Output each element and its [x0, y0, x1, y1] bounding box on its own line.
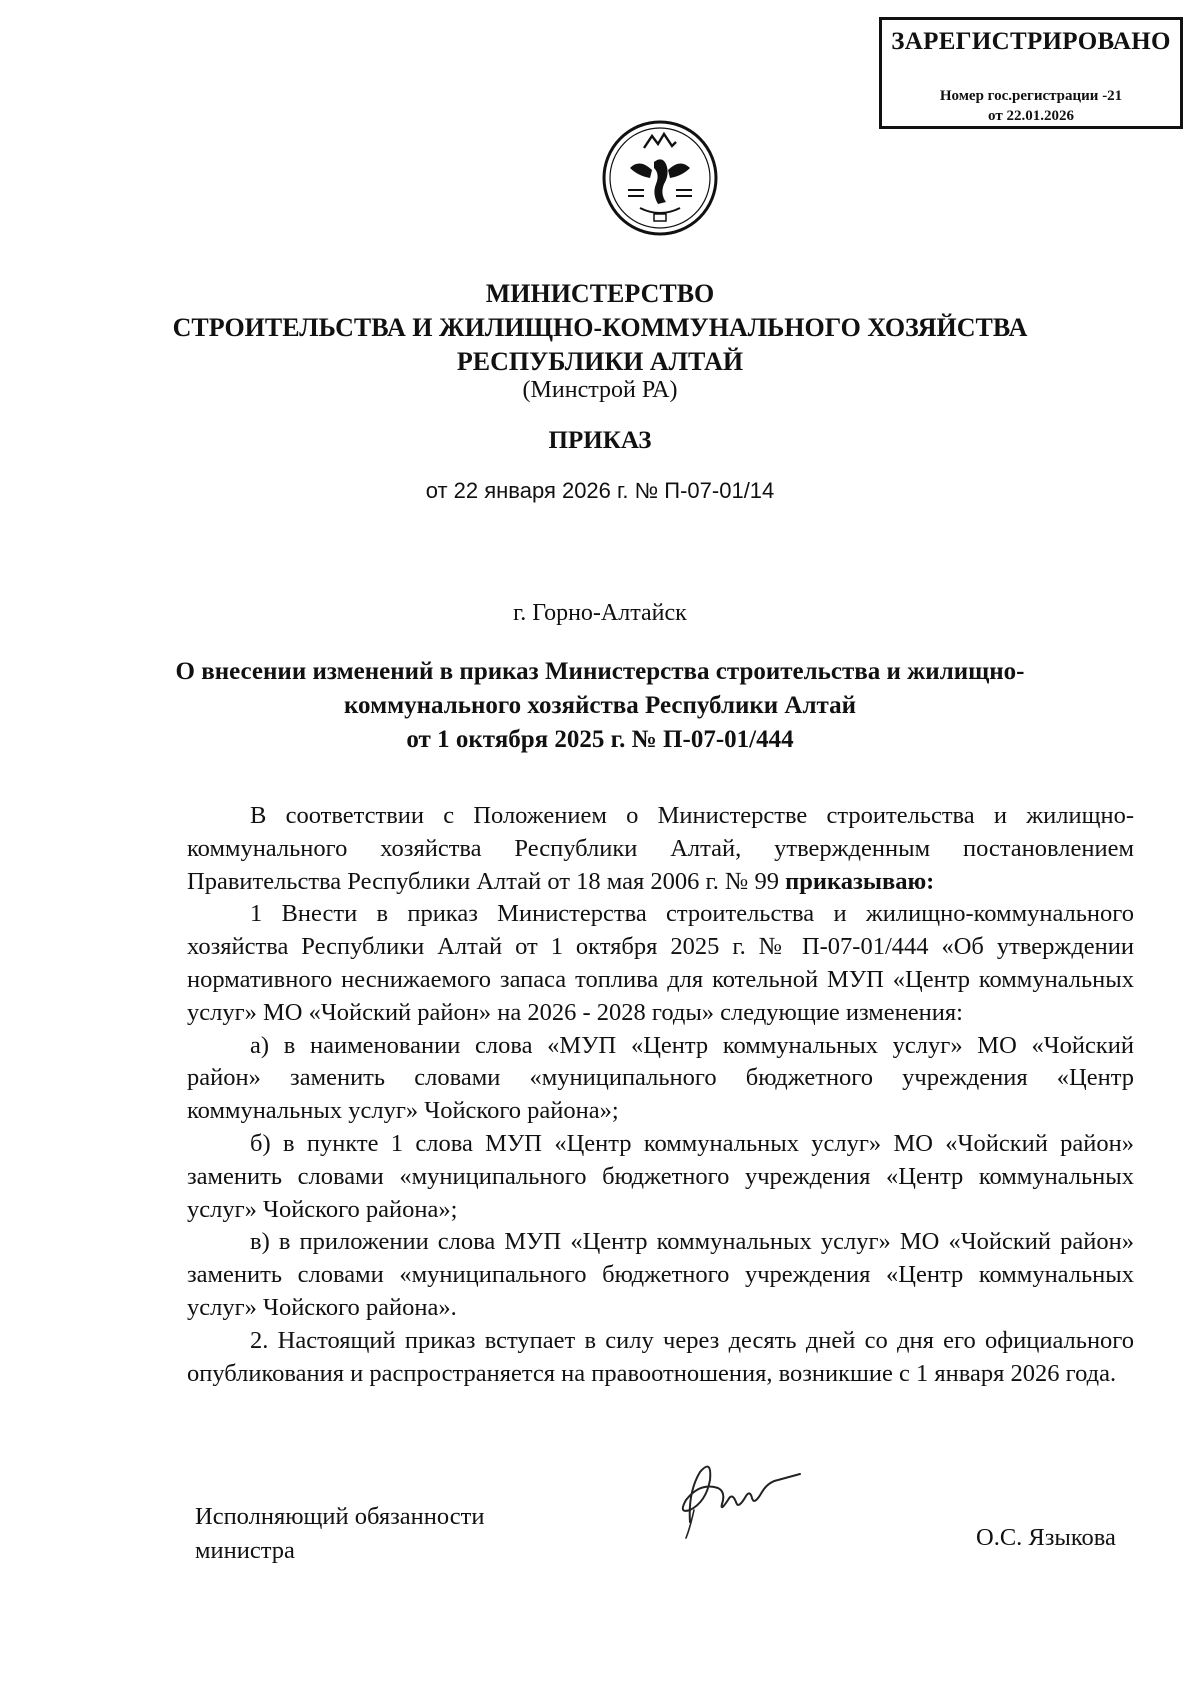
ministry-line-3: РЕСПУБЛИКИ АЛТАЙ — [456, 347, 744, 376]
body-paragraph-item-b: б) в пункте 1 слова МУП «Центр коммунальных услуг» МО «Чойский район» заменить словами «муниципального бюджетного учреждения «Центр коммунальных услуг» Чойского района»; — [187, 1129, 1134, 1223]
ministry-short-name: (Минстрой РА) — [522, 377, 678, 403]
body-paragraph-item-1: 1 Внести в приказ Министерства строительства и жилищно-коммунального хозяйства Республики Алтай от 1 октября 2025 г. № П-07-01/444 «Об утверждении нормативного неснижаемого запаса топлива для котельной МУП «Центр коммунальных услуг» МО «Чойский район» на 2026 - 2028 годы» следующие изменения: — [187, 900, 1134, 1026]
ministry-name — [0, 277, 1200, 379]
subject-line-2: коммунального хозяйства Республики Алтай — [343, 692, 856, 719]
subject-line-1: О внесении изменений в приказ Министерства строительства и жилищно- — [175, 658, 1025, 685]
signatory-position — [195, 1500, 484, 1568]
order-body — [187, 800, 1134, 1390]
preamble-decree-word: приказываю: — [785, 867, 935, 895]
coat-of-arms-emblem — [600, 118, 720, 238]
registration-stamp — [879, 17, 1183, 129]
preamble-text: В соответствии с Положением о Министерстве строительства и жилищно-коммунального хозяйства Республики Алтай, утвержденным постановлением Правительства Республики Алтай от 18 мая 2006 г. № 99 — [187, 802, 1134, 895]
registration-stamp-title: ЗАРЕГИСТРИРОВАНО — [891, 28, 1171, 55]
signatory-name: О.С. Языкова — [976, 1524, 1116, 1551]
body-paragraph-item-a: а) в наименовании слова «МУП «Центр коммунальных услуг» МО «Чойский район» заменить словами «муниципального бюджетного учреждения «Центр коммунальных услуг» Чойского района»; — [187, 1031, 1134, 1125]
ministry-line-2: СТРОИТЕЛЬСТВА И ЖИЛИЩНО-КОММУНАЛЬНОГО ХОЗЯЙСТВА — [172, 313, 1028, 342]
registration-number: Номер гос.регистрации -21 — [939, 88, 1123, 104]
body-paragraph-item-v: в) в приложении слова МУП «Центр коммунальных услуг» МО «Чойский район» заменить словами «муниципального бюджетного учреждения «Центр коммунальных услуг» Чойского района». — [187, 1228, 1134, 1321]
signatory-position-line-2: министра — [195, 1537, 295, 1564]
city: г. Горно-Алтайск — [513, 600, 687, 626]
subject-line-3: от 1 октября 2025 г. № П-07-01/444 — [406, 726, 794, 753]
body-paragraph-item-2: 2. Настоящий приказ вступает в силу через десять дней со дня его официального опубликования и распространяется на правоотношения, возникшие с 1 января 2026 года. — [187, 1326, 1134, 1387]
ministry-line-1: МИНИСТЕРСТВО — [485, 279, 715, 308]
body-paragraph-preamble — [187, 800, 1134, 898]
registration-date: от 22.01.2026 — [988, 108, 1074, 124]
document-type: ПРИКАЗ — [548, 427, 652, 454]
order-subject — [0, 655, 1200, 757]
signatory-position-line-1: Исполняющий обязанности — [195, 1503, 485, 1530]
handwritten-signature — [660, 1452, 830, 1542]
order-number: от 22 января 2026 г. № П-07-01/14 — [425, 478, 775, 503]
